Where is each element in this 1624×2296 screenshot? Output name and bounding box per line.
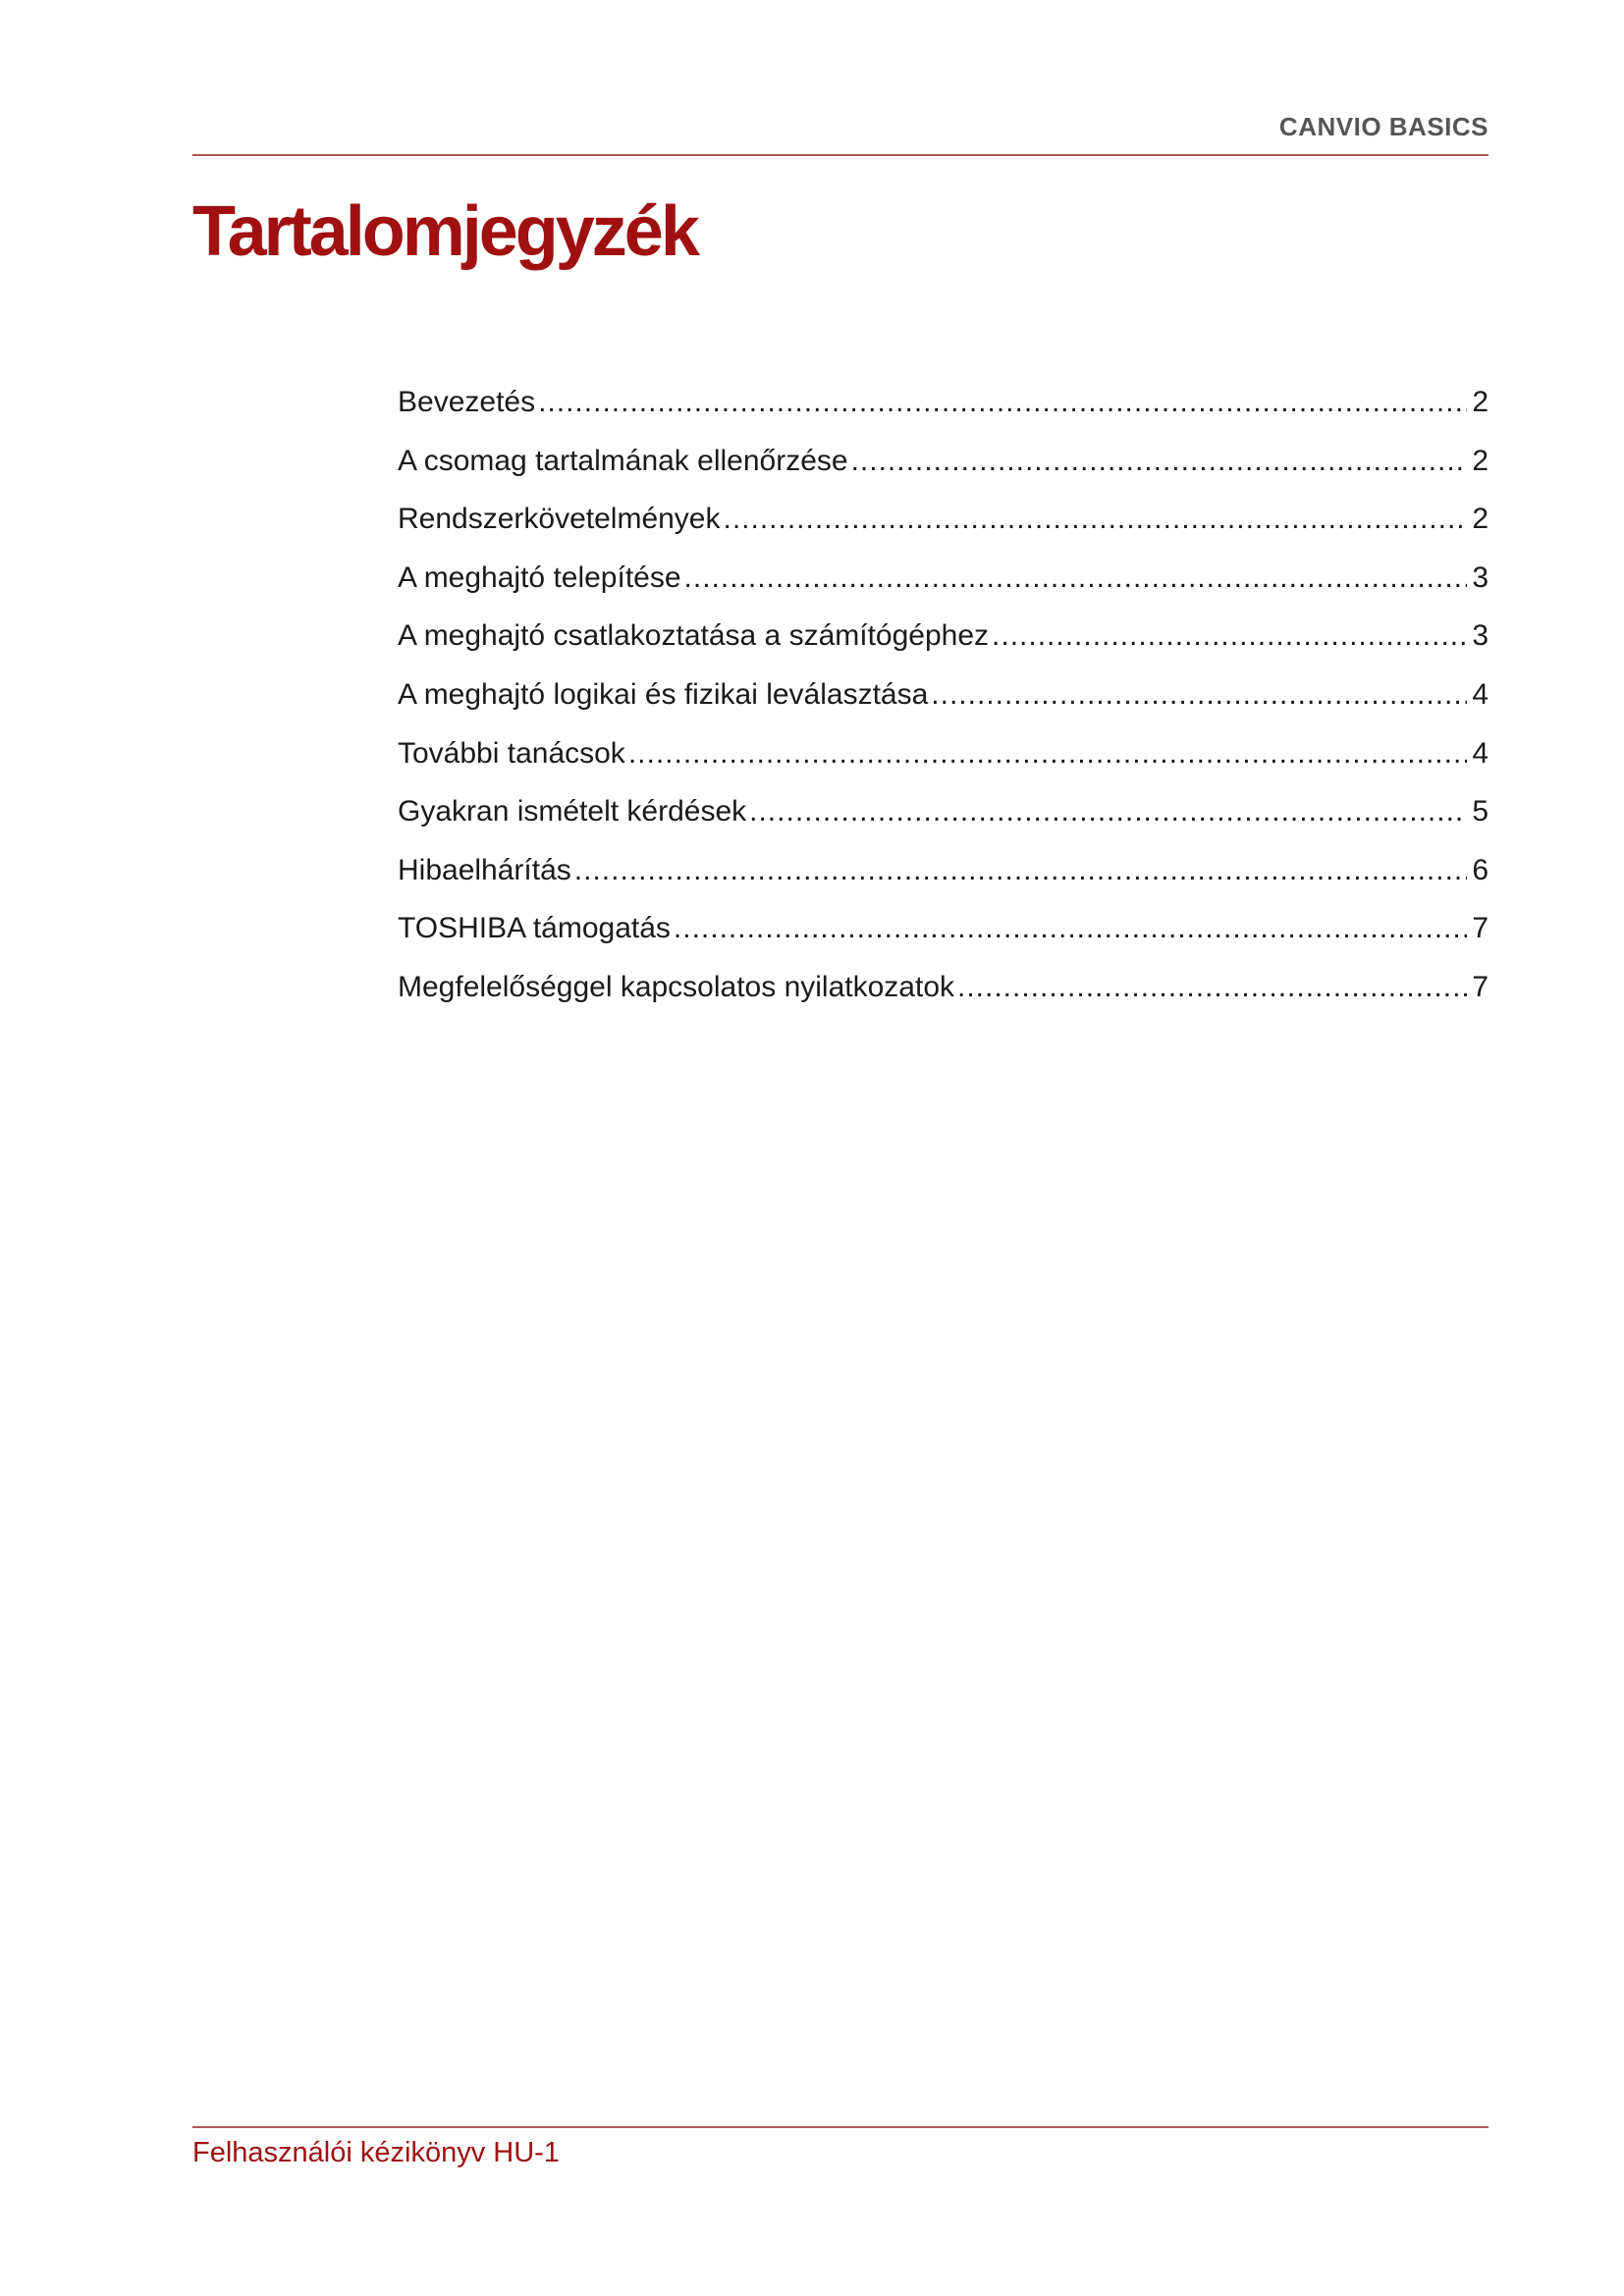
toc-page-number: 4 (1472, 677, 1489, 711)
toc-dot-leader (749, 795, 1467, 828)
toc-dot-leader (674, 912, 1467, 945)
toc-page-number: 3 (1472, 561, 1489, 594)
toc-page-number: 4 (1472, 736, 1489, 770)
toc-page-number: 7 (1472, 970, 1489, 1003)
table-of-contents (398, 386, 1489, 1030)
toc-entry-csomag-tartalma[interactable] (398, 445, 1489, 504)
toc-entry-toshiba-tamogatas[interactable] (398, 912, 1489, 971)
toc-entry-title: TOSHIBA támogatás (398, 912, 671, 945)
toc-entry-title: A meghajtó telepítése (398, 561, 681, 594)
toc-page-number: 2 (1472, 386, 1489, 418)
toc-dot-leader (957, 971, 1467, 1004)
toc-dot-leader (992, 619, 1467, 653)
toc-page-number: 5 (1472, 795, 1489, 828)
toc-dot-leader (851, 445, 1467, 478)
header-divider (192, 154, 1489, 156)
toc-dot-leader (628, 737, 1467, 771)
toc-dot-leader (538, 386, 1467, 419)
footer-page-label: Felhasználói kézikönyv HU-1 (192, 2137, 560, 2168)
toc-entry-title: A csomag tartalmának ellenőrzése (398, 444, 848, 477)
toc-dot-leader (724, 503, 1468, 536)
toc-entry-title: A meghajtó csatlakoztatása a számítógéphez (398, 619, 990, 653)
toc-entry-gyik[interactable] (398, 795, 1489, 854)
toc-entry-telepites[interactable] (398, 561, 1489, 620)
toc-entry-rendszerkovetelmenyek[interactable] (398, 503, 1489, 561)
toc-entry-megfeleloseg[interactable] (398, 971, 1489, 1030)
toc-page-number: 3 (1472, 619, 1489, 653)
toc-entry-levalasztas[interactable] (398, 678, 1489, 737)
toc-dot-leader (684, 561, 1467, 595)
page-title: Tartalomjegyzék (192, 192, 697, 271)
toc-page-number: 7 (1472, 912, 1489, 945)
toc-dot-leader (931, 678, 1467, 712)
toc-dot-leader (574, 854, 1467, 887)
footer-divider (192, 2126, 1489, 2128)
toc-entry-title: Rendszerkövetelmények (398, 503, 721, 536)
toc-entry-tovabbi-tanacsok[interactable] (398, 737, 1489, 796)
toc-entry-title: További tanácsok (398, 736, 625, 770)
toc-entry-title: Bevezetés (398, 386, 536, 418)
toc-page-number: 2 (1472, 503, 1489, 536)
toc-entry-hibaelharitas[interactable] (398, 854, 1489, 913)
toc-entry-title: Megfelelőséggel kapcsolatos nyilatkozatok (398, 970, 954, 1003)
toc-entry-bevezetes[interactable] (398, 386, 1489, 445)
toc-page-number: 2 (1472, 444, 1489, 477)
toc-entry-csatlakoztatas[interactable] (398, 619, 1489, 678)
toc-page-number: 6 (1472, 853, 1489, 886)
toc-entry-title: Gyakran ismételt kérdések (398, 795, 747, 828)
toc-entry-title: Hibaelhárítás (398, 853, 571, 886)
running-header: CANVIO BASICS (1278, 112, 1489, 141)
toc-entry-title: A meghajtó logikai és fizikai leválasztása (398, 677, 929, 711)
